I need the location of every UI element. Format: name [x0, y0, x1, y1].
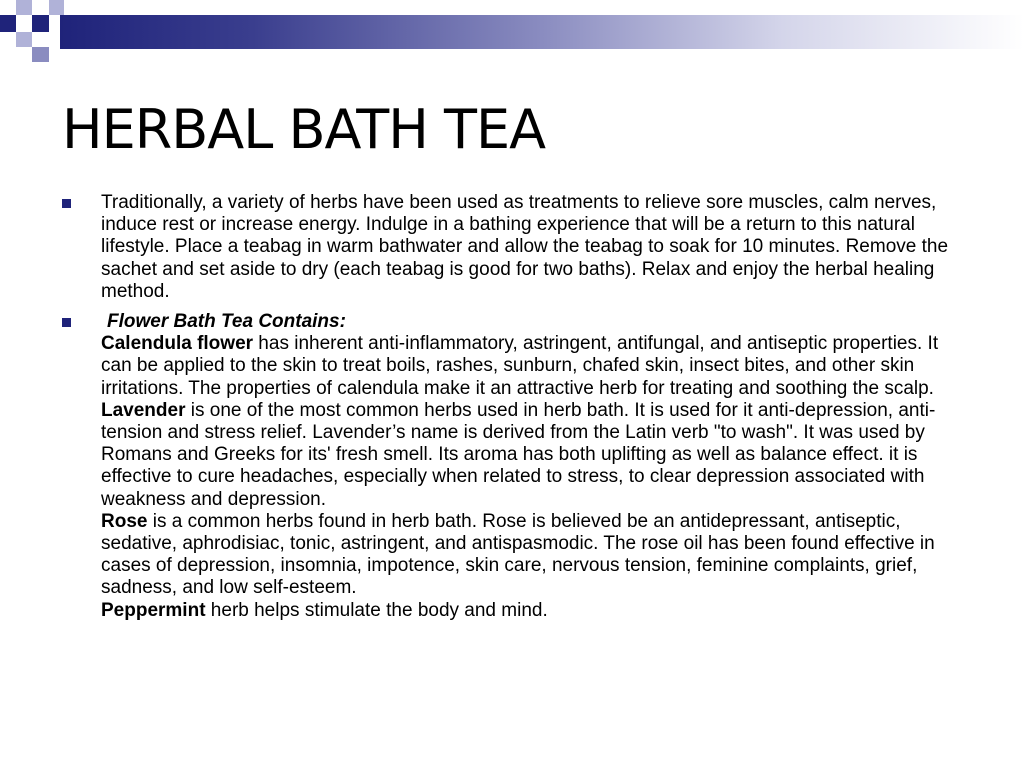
herb-description: herb helps stimulate the body and mind. [205, 599, 548, 621]
slide-content [62, 192, 962, 630]
decor-square [16, 15, 32, 32]
herb-paragraph [101, 333, 962, 400]
decor-square [32, 15, 49, 32]
herb-description: has inherent anti-inflammatory, astringent, antifungal, and antiseptic properties. It can be applied to the skin to treat boils, rashes, sunburn, chafed skin, insect bites, and other skin irritations. The properties of calendula make it an attractive herb for treating and soothing the scalp. [101, 333, 939, 399]
herb-paragraph [101, 511, 962, 600]
header-gradient-bar [60, 15, 1024, 49]
decor-square [0, 15, 16, 32]
bullet-item-intro [62, 192, 962, 303]
herb-description: is one of the most common herbs used in herb bath. It is used for it anti-depression, anti-tension and stress relief. Lavender’s name is derived from the Latin verb "to wash". It was used by Romans and Greeks for its' fresh smell. Its aroma has both uplifting as well as balance effect. it is effective to cure headaches, especially when related to stress, to clear depression associated with weakness and depression. [101, 399, 936, 510]
decor-square [16, 32, 32, 47]
herb-description: is a common herbs found in herb bath. Rose is believed be an antidepressant, antiseptic, sedative, aphrodisiac, tonic, astringent, and antispasmodic. The rose oil has been found effective in cases of depression, insomnia, impotence, skin care, nervous tension, feminine complaints, grief, sadness, and low self-esteem. [101, 510, 935, 599]
decor-square [49, 0, 64, 15]
herb-name: Lavender [101, 399, 186, 421]
decor-square [16, 0, 32, 15]
decor-square [32, 32, 49, 47]
bullet-text: Traditionally, a variety of herbs have been used as treatments to relieve sore muscles, calm nerves, induce rest or increase energy. Indulge in a bathing experience that will be a return to this natural lifestyle. Place a teabag in warm bathwater and allow the teabag to soak for 10 minutes. Remove the sachet and set aside to dry (each teabag is good for two baths). Relax and enjoy the herbal healing method. [101, 192, 949, 302]
herb-name: Calendula flower [101, 333, 254, 355]
herb-paragraph [101, 400, 962, 511]
herb-name: Peppermint [101, 599, 206, 621]
square-bullet-icon [62, 199, 71, 208]
bullet-item-flower-tea [62, 311, 962, 622]
decor-square [64, 0, 79, 15]
square-bullet-icon [62, 318, 71, 327]
herb-paragraph [101, 600, 962, 622]
bullet-heading: Flower Bath Tea Contains: [107, 311, 346, 333]
herb-name: Rose [101, 510, 148, 532]
slide-title: HERBAL BATH TEA [62, 98, 546, 161]
decor-square [32, 47, 49, 62]
